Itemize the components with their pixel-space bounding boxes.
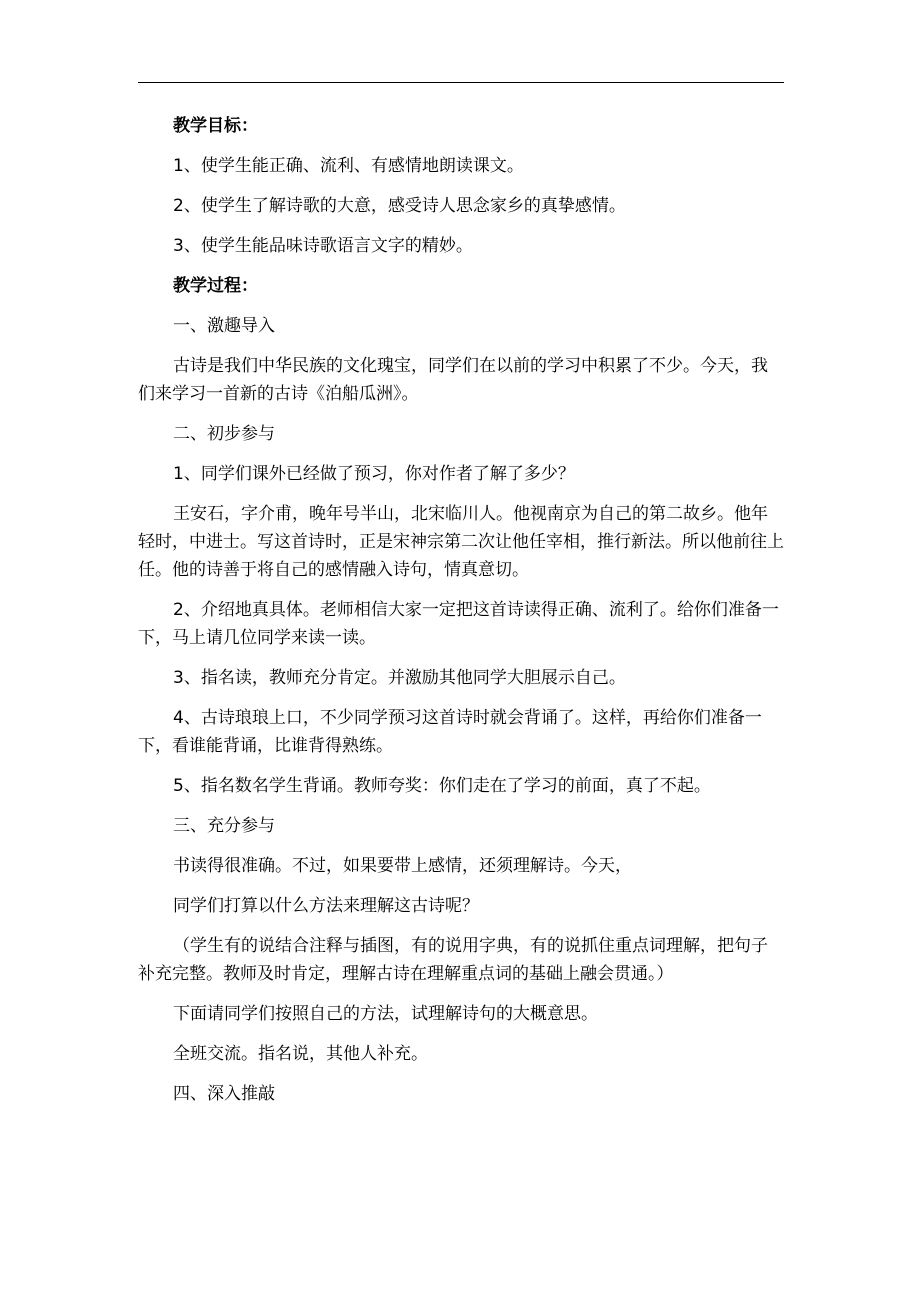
section-heading: 二、初步参与 — [173, 424, 275, 444]
paragraph: 3、使学生能品味诗歌语言文字的精妙。 — [173, 236, 473, 256]
section-heading: 四、深入推敲 — [173, 1084, 275, 1104]
document-body — [138, 112, 784, 1120]
paragraph: 4、古诗琅琅上口，不少同学预习这首诗时就会背诵了。这样，再给你们准备一下，看谁能背诵，比谁背得熟练。 — [138, 708, 762, 756]
paragraph: 下面请同学们按照自己的方法，试理解诗句的大概意思。 — [173, 1004, 598, 1024]
paragraph: 书读得很准确。不过，如果要带上感情，还须理解诗。今天， — [173, 856, 632, 876]
paragraph: 3、指名读，教师充分肯定。并激励其他同学大胆展示自己。 — [173, 668, 626, 688]
header-rule — [138, 82, 784, 83]
section-heading: 一、激趣导入 — [173, 316, 275, 336]
paragraph: 全班交流。指名说，其他人补充。 — [173, 1044, 428, 1064]
paragraph: 1、使学生能正确、流利、有感情地朗读课文。 — [173, 156, 524, 176]
paragraph: 王安石，字介甫，晚年号半山，北宋临川人。他视南京为自己的第二故乡。他年轻时，中进士。写这首诗时，正是宋神宗第二次让他任宰相，推行新法。所以他前往上任。他的诗善于将自己的感情融入诗句，情真意切。 — [138, 504, 784, 580]
heading-teaching-goals: 教学目标： — [173, 116, 258, 136]
paragraph: 1、同学们课外已经做了预习，你对作者了解了多少？ — [173, 464, 575, 484]
section-heading: 三、充分参与 — [173, 816, 275, 836]
paragraph: 5、指名数名学生背诵。教师夸奖：你们走在了学习的前面，真了不起。 — [173, 776, 711, 796]
paragraph: （学生有的说结合注释与插图，有的说用字典，有的说抓住重点词理解，把句子补充完整。教师及时肯定，理解古诗在理解重点词的基础上融会贯通。） — [138, 936, 768, 984]
paragraph: 2、使学生了解诗歌的大意，感受诗人思念家乡的真挚感情。 — [173, 196, 626, 216]
paragraph: 同学们打算以什么方法来理解这古诗呢？ — [173, 896, 479, 916]
paragraph: 2、介绍地真具体。老师相信大家一定把这首诗读得正确、流利了。给你们准备一下，马上请几位同学来读一读。 — [138, 600, 779, 648]
paragraph: 古诗是我们中华民族的文化瑰宝，同学们在以前的学习中积累了不少。今天，我们来学习一首新的古诗《泊船瓜洲》。 — [138, 356, 768, 404]
heading-teaching-process: 教学过程： — [173, 276, 258, 296]
